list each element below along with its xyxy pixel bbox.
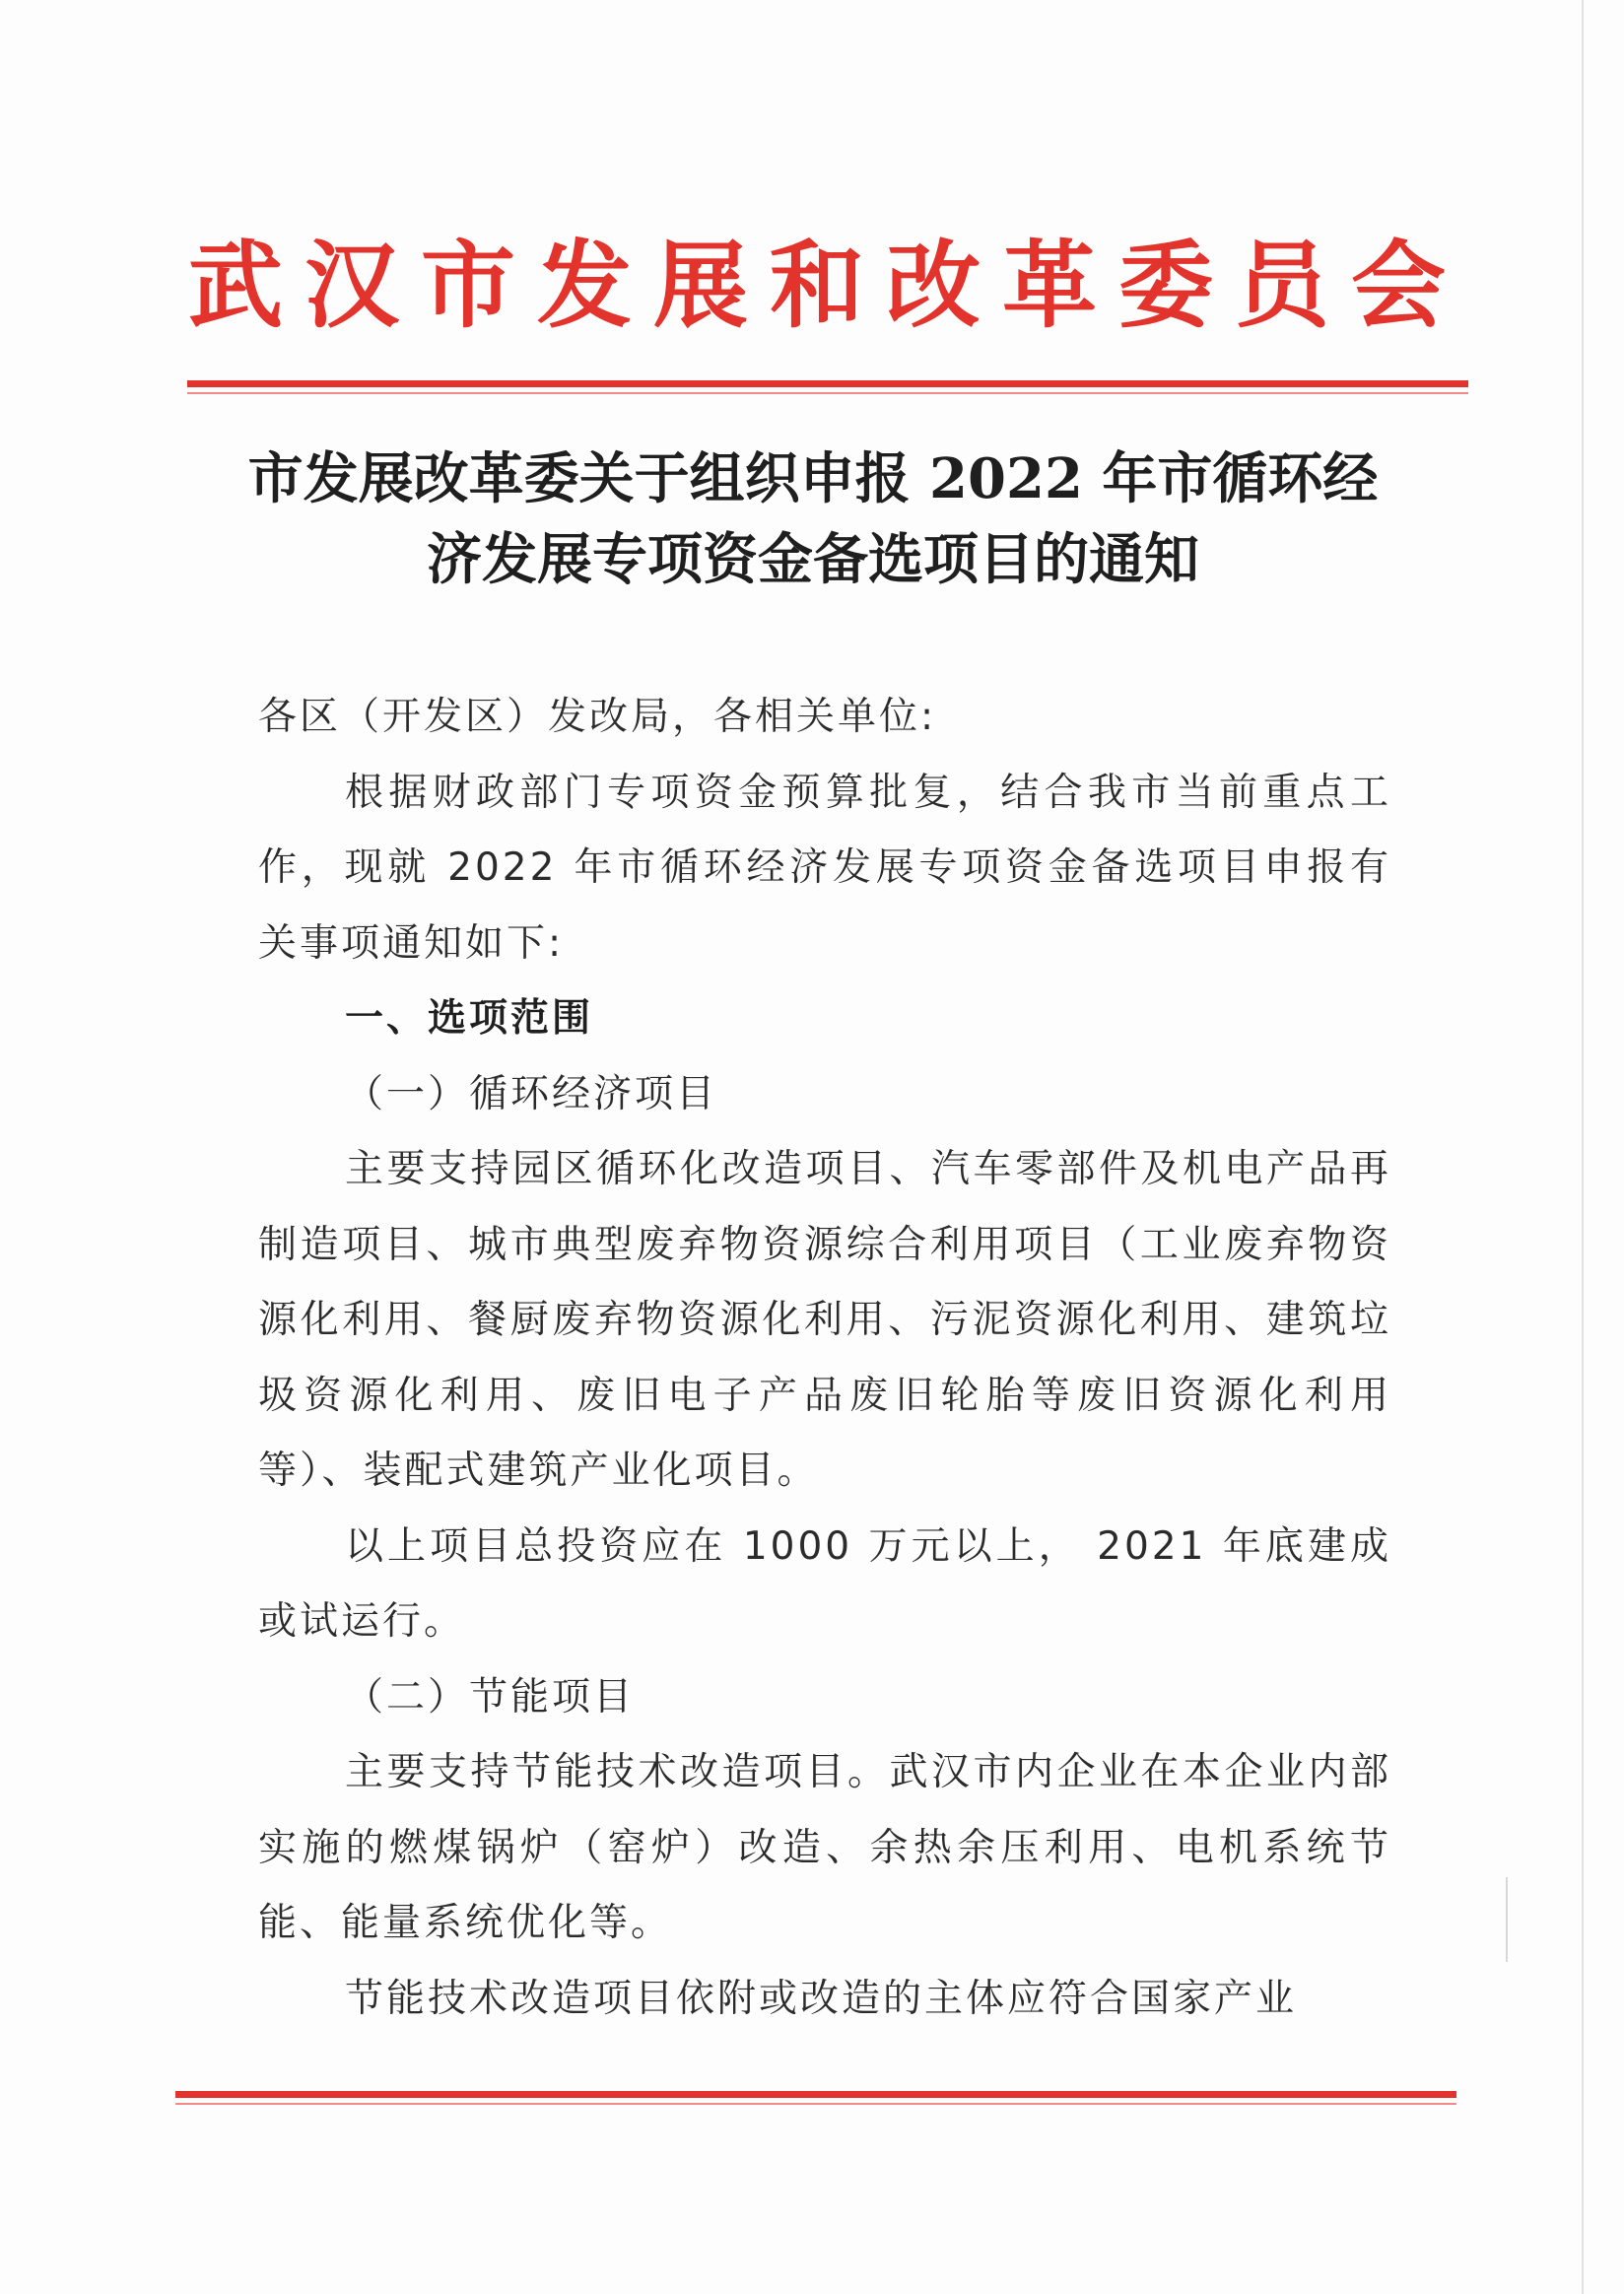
header-red-rule — [187, 380, 1468, 387]
sub-heading-circular-economy: （一）循环经济项目 — [345, 1071, 718, 1116]
header-red-rule-thin — [187, 392, 1468, 394]
intro-paragraph: 根据财政部门专项资金预算批复，结合我市当前重点工作，现就 2022 年市循环经济发展专项资金备选项目申报有关事项通知如下: — [258, 770, 1391, 966]
title-line-2: 济发展专项资金备选项目的通知 — [427, 527, 1199, 592]
organization-header: 武汉市发展和改革委员会 — [188, 230, 1467, 341]
sub-heading-energy-saving: （二）节能项目 — [345, 1674, 636, 1720]
document-body — [258, 680, 1391, 2037]
salutation: 各区（开发区）发改局，各相关单位: — [258, 695, 937, 739]
energy-saving-paragraph: 主要支持节能技术改造项目。武汉市内企业在本企业内部实施的燃煤锅炉（窑炉）改造、余热余压利用、电机系统节能、能量系统优化等。 — [258, 1750, 1391, 1945]
title-line-1: 市发展改革委关于组织申报 2022 年市循环经 — [247, 446, 1379, 511]
document-title — [227, 439, 1399, 600]
footer-red-rule — [175, 2091, 1456, 2098]
scan-edge-mark — [1506, 1877, 1508, 1962]
circular-economy-paragraph: 主要支持园区循环化改造项目、汽车零部件及机电产品再制造项目、城市典型废弃物资源综合利用项目（工业废弃物资源化利用、餐厨废弃物资源化利用、污泥资源化利用、建筑垃圾资源化利用、废旧电子产品废旧轮胎等废旧资源化利用等）、装配式建筑产业化项目。 — [258, 1147, 1391, 1493]
scan-edge-line — [1582, 0, 1584, 2294]
footer-red-rule-thin — [175, 2103, 1456, 2105]
section-heading-scope: 一、选项范围 — [345, 996, 594, 1041]
energy-saving-continuation: 节能技术改造项目依附或改造的主体应符合国家产业 — [345, 1976, 1298, 2021]
investment-requirement-paragraph: 以上项目总投资应在 1000 万元以上， 2021 年底建成或试运行。 — [258, 1523, 1391, 1644]
